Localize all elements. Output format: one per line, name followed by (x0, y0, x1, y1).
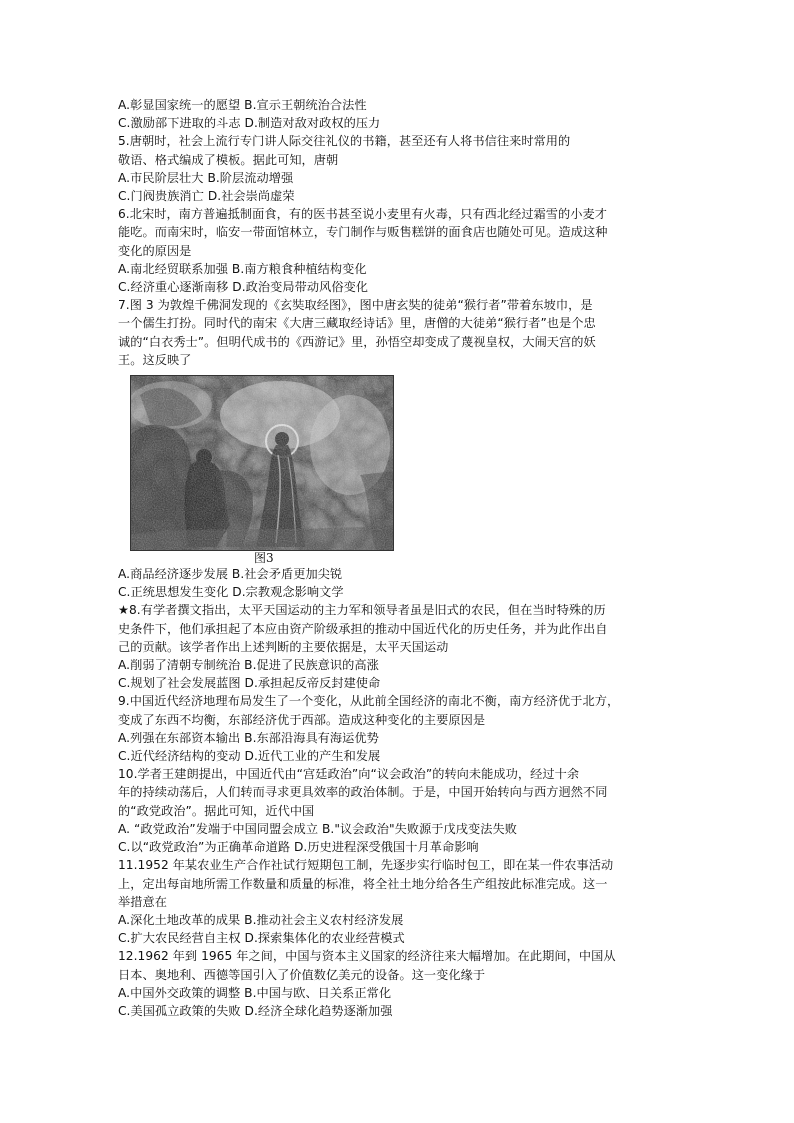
q9-option-cd: C.近代经济结构的变动 D.近代工业的产生和发展 (118, 749, 381, 764)
q11-stem-line: 上，定出每亩地所需工作数量和质量的标准，将全社土地分给各生产组按此标准完成。这一 (118, 876, 608, 891)
q12-option-ab: A.中国外交政策的调整 B.中国与欧、日关系正常化 (118, 985, 392, 1000)
q12-stem-line: 日本、奥地利、西德等国引入了价值数亿美元的设备。这一变化缘于 (118, 967, 486, 982)
q5-option-ab: A.市民阶层壮大 B.阶层流动增强 (118, 170, 294, 185)
q5-stem-line: 敬语、格式编成了模板。据此可知，唐朝 (118, 152, 339, 167)
q10-option-ab: A. “政党政治”发端于中国同盟会成立 B."议会政治"失败源于戊戌变法失败 (118, 821, 517, 836)
q5-stem-line: 5.唐朝时，社会上流行专门讲人际交往礼仪的书籍，甚至还有人将书信往来时常用的 (118, 134, 571, 149)
xuanzang-pilgrimage-painting (130, 375, 394, 551)
q10-option-cd: C.以“政党政治”为正确革命道路 D.历史进程深受俄国十月革命影响 (118, 840, 479, 855)
q8-option-cd: C.规划了社会发展蓝图 D.承担起反帝反封建使命 (118, 676, 381, 691)
q10-stem-line: 年的持续动荡后，人们转而寻求更具效率的政治体制。于是，中国开始转向与西方迥然不同 (118, 785, 608, 800)
q8-stem-line: 己的贡献。该学者作出上述判断的主要依据是，太平天国运动 (118, 639, 449, 654)
q11-option-cd: C.扩大农民经营自主权 D.探索集体化的农业经营模式 (118, 931, 405, 946)
q12-stem-line: 12.1962 年到 1965 年之间，中国与资本主义国家的经济往来大幅增加。在此期间，中国从 (118, 949, 616, 964)
q6-stem-line: 6.北宋时，南方普遍抵制面食，有的医书甚至说小麦里有火毒，只有西北经过霜雪的小麦才 (118, 207, 607, 222)
q7-stem-line: 7.图 3 为敦煌千佛洞发现的《玄奘取经图》，图中唐玄奘的徒弟“猴行者”带着东坡巾，是 (118, 298, 593, 313)
q10-stem-line: 10.学者王建朗提出，中国近代由“宫廷政治”向“议会政治”的转向未能成功，经过十余 (118, 767, 580, 782)
q8-stem-line: 史条件下，他们承担起了本应由资产阶级承担的推动中国近代化的历史任务，并为此作出自 (118, 621, 608, 636)
q9-stem-line: 9.中国近代经济地理布局发生了一个变化，从此前全国经济的南北不衡，南方经济优于北方， (118, 694, 620, 709)
q7-stem-line: 一个儒生打扮。同时代的南宋《大唐三藏取经诗话》里，唐僧的大徒弟“猴行者”也是个忠 (118, 316, 596, 331)
q12-option-cd: C.美国孤立政策的失败 D.经济全球化趋势逐渐加强 (118, 1003, 393, 1018)
q11-stem-line: 11.1952 年某农业生产合作社试行短期包工制，先逐步实行临时包工，即在某一件农事活动 (118, 858, 614, 873)
q8-option-ab: A.削弱了清朝专制统治 B.促进了民族意识的高涨 (118, 658, 379, 673)
q7-stem-line: 诚的“白衣秀士”。但明代成书的《西游记》里，孙悟空却变成了蔑视皇权，大闹天宫的妖 (118, 334, 596, 349)
q7-option-cd: C.正统思想发生变化 D.宗教观念影响文学 (118, 585, 344, 600)
q6-option-ab: A.南北经贸联系加强 B.南方粮食种植结构变化 (118, 261, 367, 276)
painting-illustration (130, 375, 394, 551)
q6-stem-line: 能吃。而南宋时，临安一带面馆林立，专门制作与贩售糕饼的面食店也随处可见。造成这种 (118, 225, 608, 240)
q11-stem-line: 举措意在 (118, 894, 167, 909)
q6-stem-line: 变化的原因是 (118, 243, 192, 258)
q10-stem-line: 的“政党政治”。据此可知，近代中国 (118, 803, 315, 818)
figure-caption: 图3 (254, 551, 274, 566)
q9-stem-line: 变成了东西不均衡，东部经济优于西部。造成这种变化的主要原因是 (118, 712, 486, 727)
exam-page (118, 96, 678, 1020)
q4-option-cd: C.激励部下进取的斗志 D.制造对敌对政权的压力 (118, 116, 381, 131)
q8-stem-line: ★8.有学者撰文指出，太平天国运动的主力军和领导者虽是旧式的农民，但在当时特殊的历 (118, 603, 606, 618)
q4-option-ab: A.彰显国家统一的愿望 B.宣示王朝统治合法性 (118, 98, 367, 112)
q11-option-ab: A.深化土地改革的成果 B.推动社会主义农村经济发展 (118, 912, 404, 927)
q5-option-cd: C.门阀贵族消亡 D.社会崇尚虚荣 (118, 189, 295, 204)
q9-option-ab: A.列强在东部资本输出 B.东部沿海具有海运优势 (118, 730, 379, 745)
q6-option-cd: C.经济重心逐渐南移 D.政治变局带动风俗变化 (118, 280, 369, 295)
q7-stem-line: 王。这反映了 (118, 352, 192, 367)
q7-option-ab: A.商品经济逐步发展 B.社会矛盾更加尖锐 (118, 567, 343, 582)
